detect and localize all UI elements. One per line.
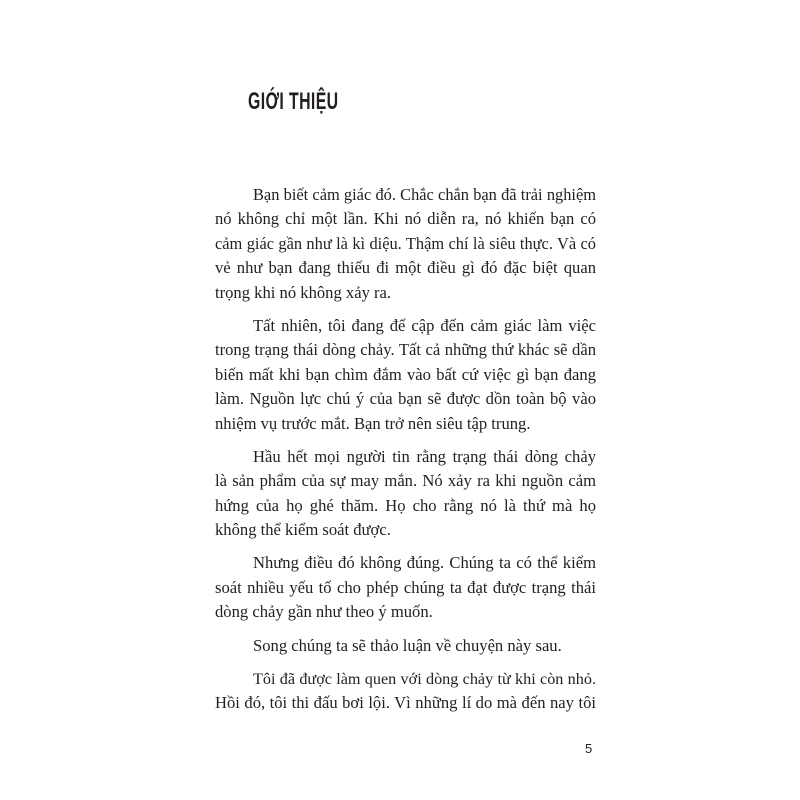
text-line: Hầu hết mọi người tin rằng trạng thái dòng chảy xyxy=(253,446,596,466)
text-line: là sản phẩm của sự may mắn. Nó xảy ra khi nguồn cảm xyxy=(215,471,596,491)
text-line: soát nhiều yếu tố cho phép chúng ta đạt được trạng thái xyxy=(215,577,596,597)
paragraph xyxy=(215,183,596,305)
text-line: trọng khi nó không xảy ra. xyxy=(215,282,392,302)
chapter-heading: GIỚI THIỆU xyxy=(248,88,339,115)
text-line: nhiệm vụ trước mắt. Bạn trở nên siêu tập trung. xyxy=(215,413,531,433)
page-number: 5 xyxy=(585,741,593,756)
text-line: hứng của họ ghé thăm. Họ cho rằng nó là thứ mà họ xyxy=(215,495,596,515)
paragraph xyxy=(215,551,596,624)
text-line: nó không chỉ một lần. Khi nó diễn ra, nó khiến bạn có xyxy=(215,209,596,229)
text-line: Song chúng ta sẽ thảo luận về chuyện này sau. xyxy=(253,635,562,655)
paragraph xyxy=(215,314,596,436)
paragraph xyxy=(215,634,596,658)
text-line: vẻ như bạn đang thiếu đi một điều gì đó đặc biệt quan xyxy=(215,258,596,278)
text-line: trong trạng thái dòng chảy. Tất cả những thứ khác sẽ dần xyxy=(215,340,596,360)
text-line: biến mất khi bạn chìm đắm vào bất cứ việc gì bạn đang xyxy=(215,364,596,384)
text-line: Nhưng điều đó không đúng. Chúng ta có thể kiểm xyxy=(253,553,596,573)
text-line: Tất nhiên, tôi đang để cập đến cảm giác làm việc xyxy=(253,315,596,335)
text-line: cảm giác gần như là kì diệu. Thậm chí là siêu thực. Và có xyxy=(215,233,596,253)
text-line: làm. Nguồn lực chú ý của bạn sẽ được dồn toàn bộ vào xyxy=(215,389,596,409)
text-line: Hồi đó, tôi thi đấu bơi lội. Vì những lí do mà đến nay tôi xyxy=(215,693,596,713)
text-line: không thể kiểm soát được. xyxy=(215,520,391,540)
body-text xyxy=(215,183,596,716)
text-line: dòng chảy gần như theo ý muốn. xyxy=(215,602,433,622)
text-line: Tôi đã được làm quen với dòng chảy từ khi còn nhỏ. xyxy=(253,670,596,689)
paragraph xyxy=(215,667,596,716)
text-line: Bạn biết cảm giác đó. Chắc chắn bạn đã trải nghiệm xyxy=(253,185,596,204)
paragraph xyxy=(215,445,596,543)
